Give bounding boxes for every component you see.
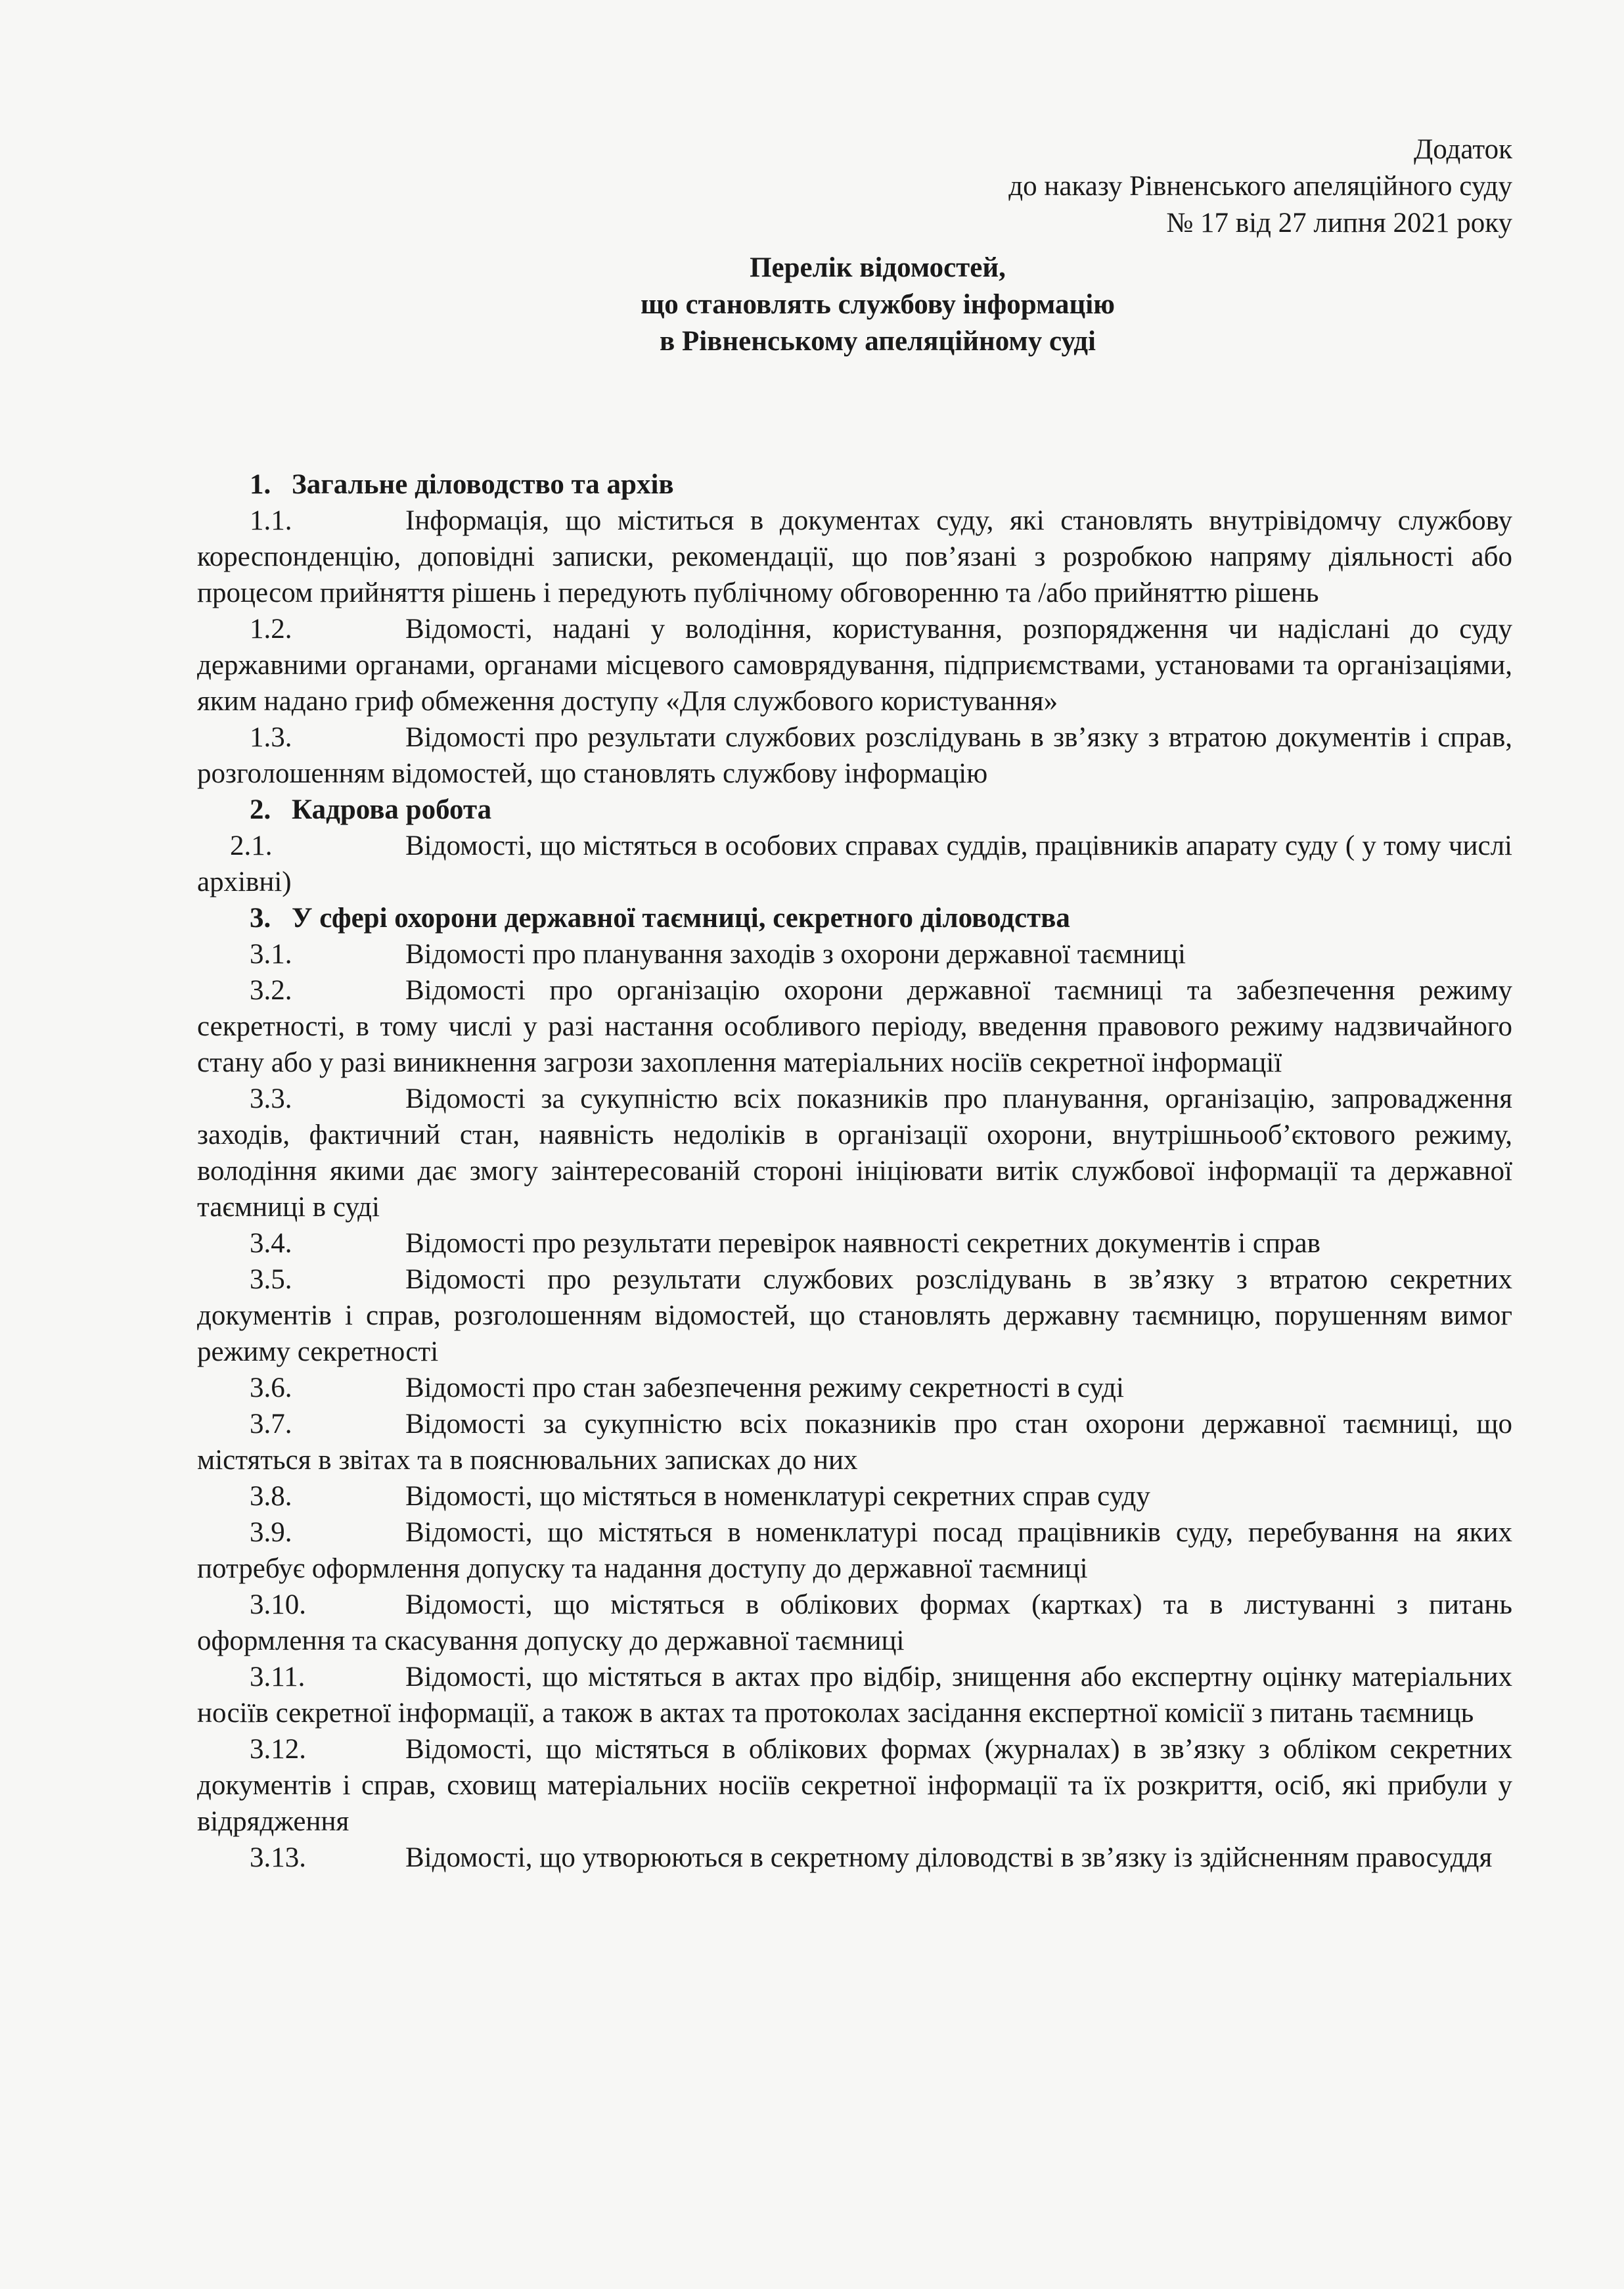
title-line-2: що становлять службову інформацію [640, 289, 1116, 320]
item-number: 3.1. [250, 939, 292, 970]
title-line-1: Перелік відомостей, [750, 252, 1006, 283]
section-title: У сфері охорони державної таємниці, секретного діловодства [292, 903, 1070, 934]
list-item [197, 611, 1512, 719]
section-title: Кадрова робота [292, 794, 492, 825]
item-text: Відомості, що містяться в номенклатурі посад працівників суду, перебування на яких потребує оформлення допуску та надання доступу до державної таємниці [197, 1517, 1512, 1584]
item-number: 3.11. [250, 1662, 305, 1692]
list-item [197, 719, 1512, 792]
list-item [197, 1370, 1512, 1406]
item-text: Відомості за сукупністю всіх показників про планування, організацію, запровадження заходів, фактичний стан, наявність недоліків в організації охорони, внутрішньооб’єктового режиму, володіння якими дає змогу заінтересованій стороні ініціювати витік службової інформації та державної таємниці в суді [197, 1083, 1512, 1223]
item-number: 3.3. [250, 1083, 292, 1114]
item-text: Відомості, що містяться в актах про відбір, знищення або експертну оцінку матеріальних носіїв секретної інформації, а також в актах та протоколах засідання експертної комісії з питань таємниць [197, 1662, 1512, 1729]
title-line-3: в Рівненському апеляційному суді [660, 326, 1096, 357]
list-item [197, 1731, 1512, 1840]
item-number: 3.6. [250, 1372, 292, 1403]
item-number: 3.8. [250, 1481, 292, 1512]
list-item [197, 1659, 1512, 1731]
item-text: Відомості про стан забезпечення режиму секретності в суді [405, 1372, 1124, 1403]
item-text: Відомості про планування заходів з охорони державної таємниці [405, 939, 1186, 970]
item-number: 3.7. [250, 1409, 292, 1439]
list-item [197, 503, 1512, 611]
item-number: 1.3. [250, 722, 292, 753]
item-number: 3.4. [250, 1228, 292, 1259]
list-item [197, 1478, 1512, 1514]
item-text: Відомості, що містяться в облікових формах (картках) та в листуванні з питань оформлення та скасування допуску до державної таємниці [197, 1589, 1512, 1656]
item-text: Інформація, що міститься в документах суду, які становлять внутрівідомчу службову кореспонденцію, доповідні записки, рекомендації, що пов’язані з розробкою напряму діяльності або процесом прийняття рішень і передують публічному обговоренню та /або прийняттю рішень [197, 505, 1512, 608]
item-text: Відомості, надані у володіння, користування, розпорядження чи надіслані до суду державними органами, органами місцевого самоврядування, підприємствами, установами та організаціями, яким надано гриф обмеження доступу «Для службового користування» [197, 614, 1512, 717]
item-number: 3.10. [250, 1589, 306, 1620]
item-text: Відомості про результати службових розслідувань в зв’язку з втратою секретних документів і справ, розголошенням відомостей, що становлять державну таємницю, порушенням вимог режиму секретності [197, 1264, 1512, 1367]
item-text: Відомості, що містяться в облікових формах (журналах) в зв’язку з обліком секретних документів і справ, сховищ матеріальних носіїв секретної інформації та їх розкриття, осіб, які прибули у відрядження [197, 1734, 1512, 1837]
section-heading [250, 792, 1512, 828]
section-heading [250, 466, 1512, 503]
list-item [197, 1406, 1512, 1478]
item-text: Відомості, що містяться в особових справах суддів, працівників апарату суду ( у тому числі архівні) [197, 830, 1512, 897]
item-number: 3.12. [250, 1734, 306, 1765]
order-reference: до наказу Рівненського апеляційного суду [1008, 171, 1512, 202]
item-text: Відомості про організацію охорони державної таємниці та забезпечення режиму секретності, в тому числі у разі настання особливого періоду, введення правового режиму надзвичайного стану або у разі виникнення загрози захоплення матеріальних носіїв секретної інформації [197, 975, 1512, 1078]
item-number: 3.5. [250, 1264, 292, 1295]
list-item [197, 1225, 1512, 1261]
appendix-header [1008, 131, 1512, 242]
list-item [197, 936, 1512, 972]
item-number: 1.2. [250, 614, 292, 645]
section-title: Загальне діловодство та архів [292, 469, 674, 500]
order-number-date: № 17 від 27 липня 2021 року [1166, 208, 1512, 238]
item-number: 3.9. [250, 1517, 292, 1548]
item-number: 2.1. [230, 830, 273, 861]
document-body [197, 466, 1512, 1876]
item-number: 3.13. [250, 1842, 306, 1873]
list-item [197, 972, 1512, 1081]
appendix-label: Додаток [1413, 134, 1512, 165]
list-item [197, 1587, 1512, 1659]
section-number: 2. [250, 794, 271, 825]
item-text: Відомості, що містяться в номенклатурі секретних справ суду [405, 1481, 1150, 1512]
section-number: 1. [250, 469, 271, 500]
item-number: 1.1. [250, 505, 292, 536]
item-text: Відомості про результати службових розслідувань в зв’язку з втратою документів і справ, розголошенням відомостей, що становлять службову інформацію [197, 722, 1512, 789]
item-text: Відомості про результати перевірок наявності секретних документів і справ [405, 1228, 1320, 1259]
list-item [197, 1840, 1512, 1876]
item-number: 3.2. [250, 975, 292, 1006]
list-item [197, 1261, 1512, 1370]
section-heading [250, 900, 1512, 936]
section-number: 3. [250, 903, 271, 934]
list-item [197, 828, 1512, 900]
document-title [0, 250, 1624, 360]
list-item [197, 1081, 1512, 1225]
list-item [197, 1514, 1512, 1587]
item-text: Відомості, що утворюються в секретному діловодстві в зв’язку із здійсненням правосуддя [405, 1842, 1493, 1873]
item-text: Відомості за сукупністю всіх показників про стан охорони державної таємниці, що містяться в звітах та в пояснювальних записках до них [197, 1409, 1512, 1476]
